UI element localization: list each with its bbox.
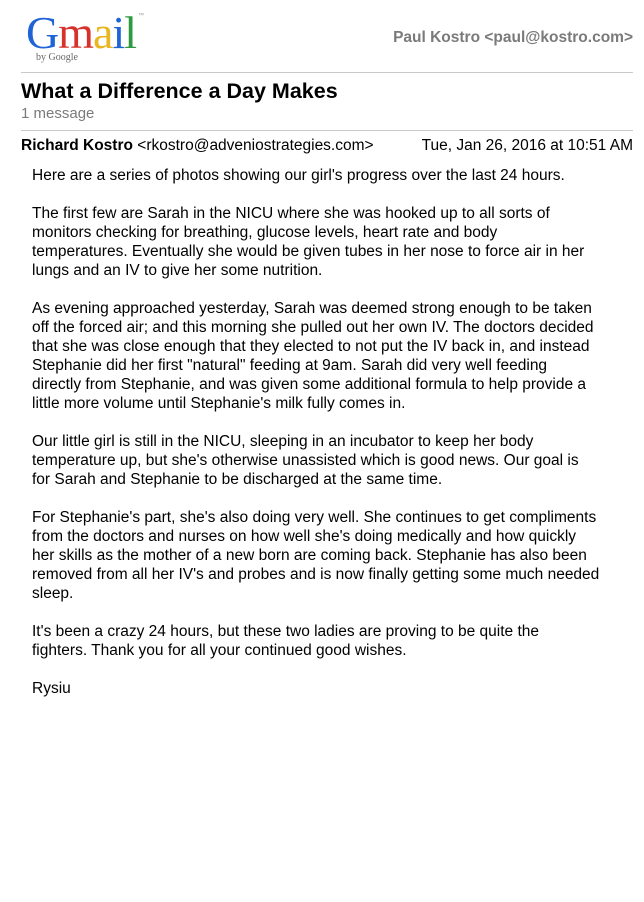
sender-name: Richard Kostro <box>21 137 133 154</box>
sender-email: <rkostro@adveniostrategies.com> <box>137 137 374 154</box>
account-identity: Paul Kostro <paul@kostro.com> <box>393 29 633 46</box>
gmail-logo-byline: by Google <box>36 52 78 63</box>
subject-divider <box>21 130 633 131</box>
body-paragraph: For Stephanie's part, she's also doing very well. She continues to get compliments from the doctors and nurses on how well she's doing medically and how quickly her skills as the mother of a new born are coming back. Stephanie has also been removed from all her IV's and probes and is now finally getting some much needed sleep. <box>32 509 600 602</box>
gmail-logo <box>26 7 146 66</box>
message-date: Tue, Jan 26, 2016 at 10:51 AM <box>421 137 633 154</box>
header-divider <box>21 72 633 73</box>
message-subject: What a Difference a Day Makes <box>21 79 338 103</box>
page-header <box>0 0 644 72</box>
body-paragraph: Our little girl is still in the NICU, sleeping in an incubator to keep her body temperature up, but she's otherwise unassisted which is good news. Our goal is for Sarah and Stephanie to be discharged at the same time. <box>32 433 579 488</box>
signature: Rysiu <box>32 680 71 697</box>
gmail-logo-trademark: ™ <box>138 13 144 19</box>
body-paragraph: As evening approached yesterday, Sarah was deemed strong enough to be taken off the forced air; and this morning she pulled out her own IV. The doctors decided that she was close enough that they elected to not put the IV back in, and instead Stephanie did her first "natural" feeding at 9am. Sarah did very well feeding directly from Stephanie, and was given some additional formula to help provide a little more volume until Stephanie's milk fully comes in. <box>32 300 594 412</box>
message-body <box>32 166 628 717</box>
body-paragraph: The first few are Sarah in the NICU where she was hooked up to all sorts of monitors checking for breathing, glucose levels, heart rate and body temperatures. Eventually she would be given tubes in her nose to force air in her lungs and an IV to give her some nutrition. <box>32 205 585 279</box>
body-paragraph: Here are a series of photos showing our girl's progress over the last 24 hours. <box>32 167 565 184</box>
gmail-logo-wordmark: Gmail <box>26 7 136 58</box>
message-count: 1 message <box>21 105 95 122</box>
body-paragraph: It's been a crazy 24 hours, but these two ladies are proving to be quite the fighters. Thank you for all your continued good wishes. <box>32 623 540 659</box>
message-meta <box>21 137 633 155</box>
